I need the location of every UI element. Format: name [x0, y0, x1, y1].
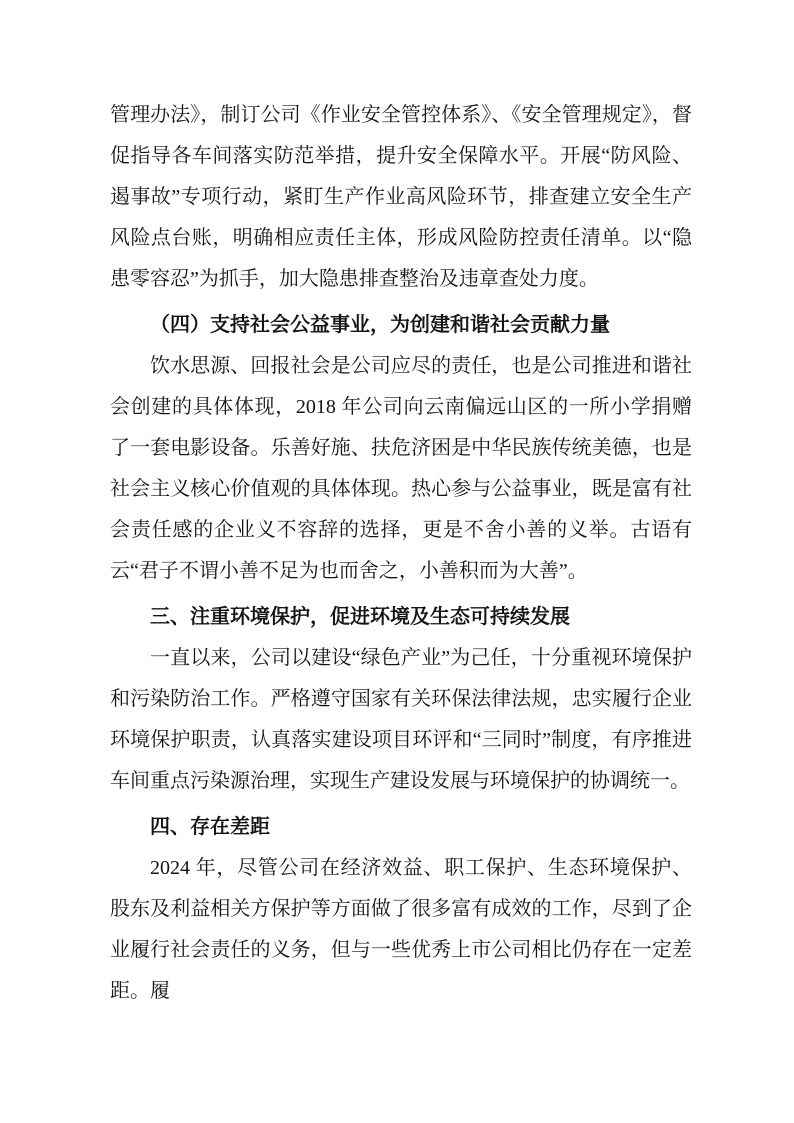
- paragraph-existing-gaps: 2024 年，尽管公司在经济效益、职工保护、生态环境保护、股东及利益相关方保护等方面做了很多富有成效的工作，尽到了企业履行社会责任的义务，但与一些优秀上市公司相比仍存在一定差距。履: [110, 857, 692, 1002]
- heading-existing-gaps: 四、存在差距: [150, 816, 270, 838]
- document-body: [110, 95, 692, 1012]
- paragraph-safety-management: 管理办法》，制订公司《作业安全管控体系》、《安全管理规定》，督促指导各车间落实防范举措，提升安全保障水平。开展“防风险、遏事故”专项行动，紧盯生产作业高风险环节，排查建立安全生产风险点台账，明确相应责任主体，形成风险防控责任清单。以“隐患零容忍”为抓手，加大隐患排查整治及违章查处力度。: [110, 104, 692, 290]
- heading-public-welfare: （四）支持社会公益事业，为创建和谐社会贡献力量: [150, 314, 610, 336]
- paragraph-public-welfare: 饮水思源、回报社会是公司应尽的责任，也是公司推进和谐社会创建的具体体现，2018 年公司向云南偏远山区的一所小学捐赠了一套电影设备。乐善好施、扶危济困是中华民族传统美德，也是社会主义核心价值观的具体体现。热心参与公益事业，既是富有社会责任感的企业义不容辞的选择，更是不舍小善的义举。古语有云“君子不谓小善不足为也而舍之，小善积而为大善”。: [110, 355, 692, 582]
- paragraph-environment-protection: 一直以来，公司以建设“绿色产业”为己任，十分重视环境保护和污染防治工作。严格遵守国家有关环保法律法规，忠实履行企业环境保护职责，认真落实建设项目环评和“三同时”制度，有序推进车间重点污染源治理，实现生产建设发展与环境保护的协调统一。: [110, 647, 692, 792]
- heading-environment-protection: 三、注重环境保护，促进环境及生态可持续发展: [150, 606, 570, 628]
